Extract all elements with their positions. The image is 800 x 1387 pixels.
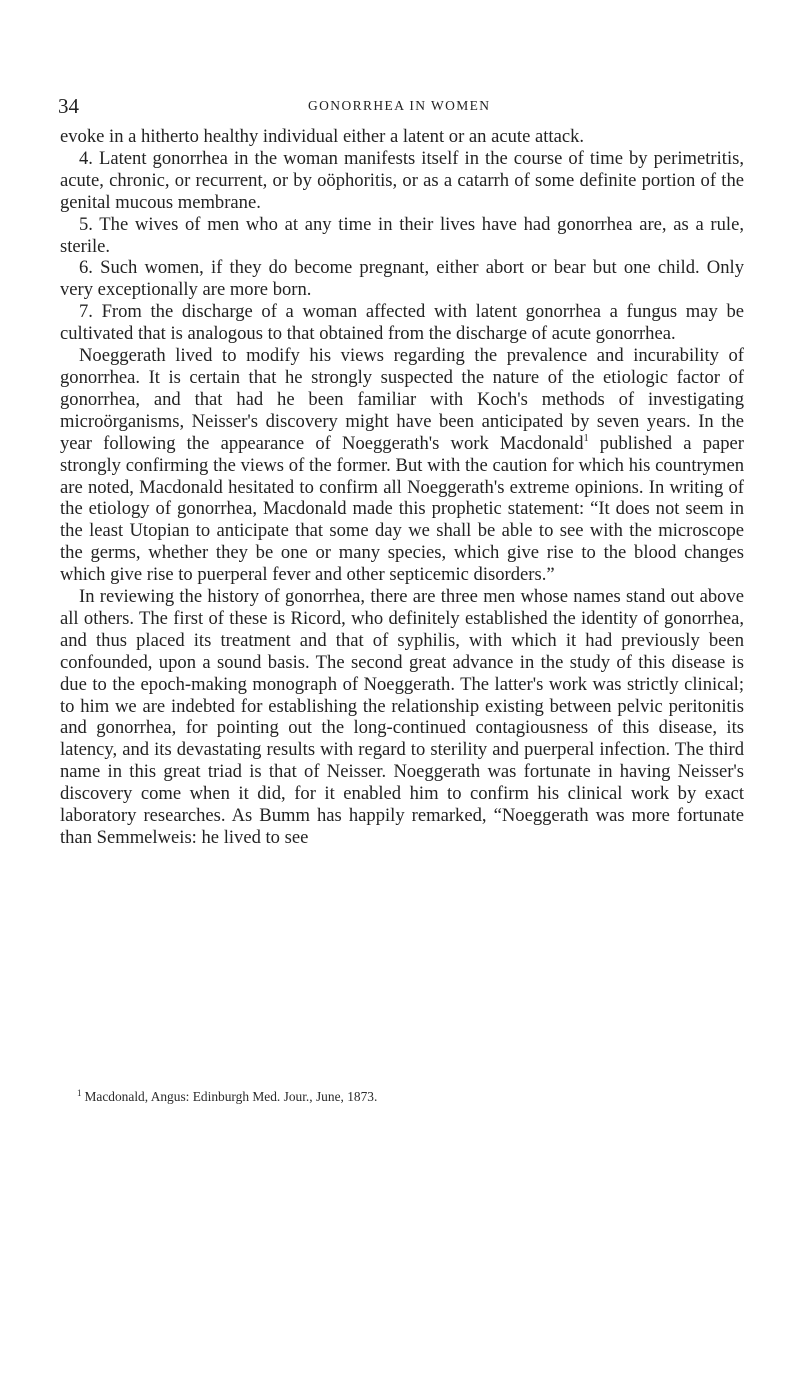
paragraph-history: In reviewing the history of gonorrhea, there are three men whose names stand out above all others. The first of these is Ricord, who definitely established the identity of gonorrhea, and thus placed its treatment and that of syphilis, with which it had previously been confounded, upon a sound basis. The second great advance in the study of this disease is due to the epoch-making monograph of Noeggerath. The latter's work was strictly clinical; to him we are indebted for establishing the relationship existing between pelvic peritonitis and gonorrhea, for pointing out the long-continued contagiousness of this disease, its latency, and its devastating results with regard to sterility and puerperal infection. The third name in this great triad is that of Neisser. Noeggerath was fortunate in having Neisser's discovery come when it did, for it enabled him to confirm his clinical work by exact laboratory researches. As Bumm has happily remarked, “Noeggerath was more fortunate than Semmelweis: he lived to see	[60, 586, 744, 848]
paragraph-macdonald-text-b: published a paper strongly confirming the views of the former. But with the caution for which his countrymen are noted, Macdonald hesitated to confirm all Noeggerath's extreme opinions. In writing of the etiology of gonorrhea, Macdonald made this prophetic statement: “It does not seem in the least Utopian to anticipate that some day we shall be able to see with the microscope the germs, whether they be one or many species, which give rise to the blood changes which give rise to puerperal fever and other septicemic disorders.”	[60, 432, 745, 586]
paragraph-item-4: 4. Latent gonorrhea in the woman manifests itself in the course of time by perimetritis, acute, chronic, or recurrent, or by oöphoritis, or as a catarrh of some definite portion of the genital mucous membrane.	[60, 147, 744, 213]
page-number: 34	[58, 94, 79, 118]
paragraph-item-6: 6. Such women, if they do become pregnant, either abort or bear but one child. Only very exceptionally are more born.	[60, 257, 744, 301]
page-header	[58, 94, 744, 118]
footnote-marker: 1	[77, 1088, 82, 1098]
running-head: GONORRHEA IN WOMEN	[308, 98, 491, 113]
body-text	[60, 126, 744, 849]
paragraph-macdonald	[60, 345, 744, 586]
paragraph-continuation: evoke in a hitherto healthy individual either a latent or an acute attack.	[60, 126, 585, 147]
paragraph-macdonald-text-a: Noeggerath lived to modify his views regarding the prevalence and incurability of gonorrhea. It is certain that he strongly suspected the nature of the etiologic factor of gonorrhea, and that had he been familiar with Koch's methods of investigating microörganisms, Neisser's discovery might have been anticipated by seven years. In the year following the appearance of Noeggerath's work Macdonald	[60, 345, 744, 454]
footnote	[60, 1088, 744, 1105]
paragraph-item-7: 7. From the discharge of a woman affected with latent gonorrhea a fungus may be cultivated that is analogous to that obtained from the discharge of acute gonorrhea.	[60, 301, 744, 345]
footnote-text: Macdonald, Angus: Edinburgh Med. Jour., June, 1873.	[84, 1089, 378, 1104]
paragraph-item-5: 5. The wives of men who at any time in their lives have had gonorrhea are, as a rule, sterile.	[60, 213, 744, 257]
footnote-reference: 1	[583, 432, 589, 444]
